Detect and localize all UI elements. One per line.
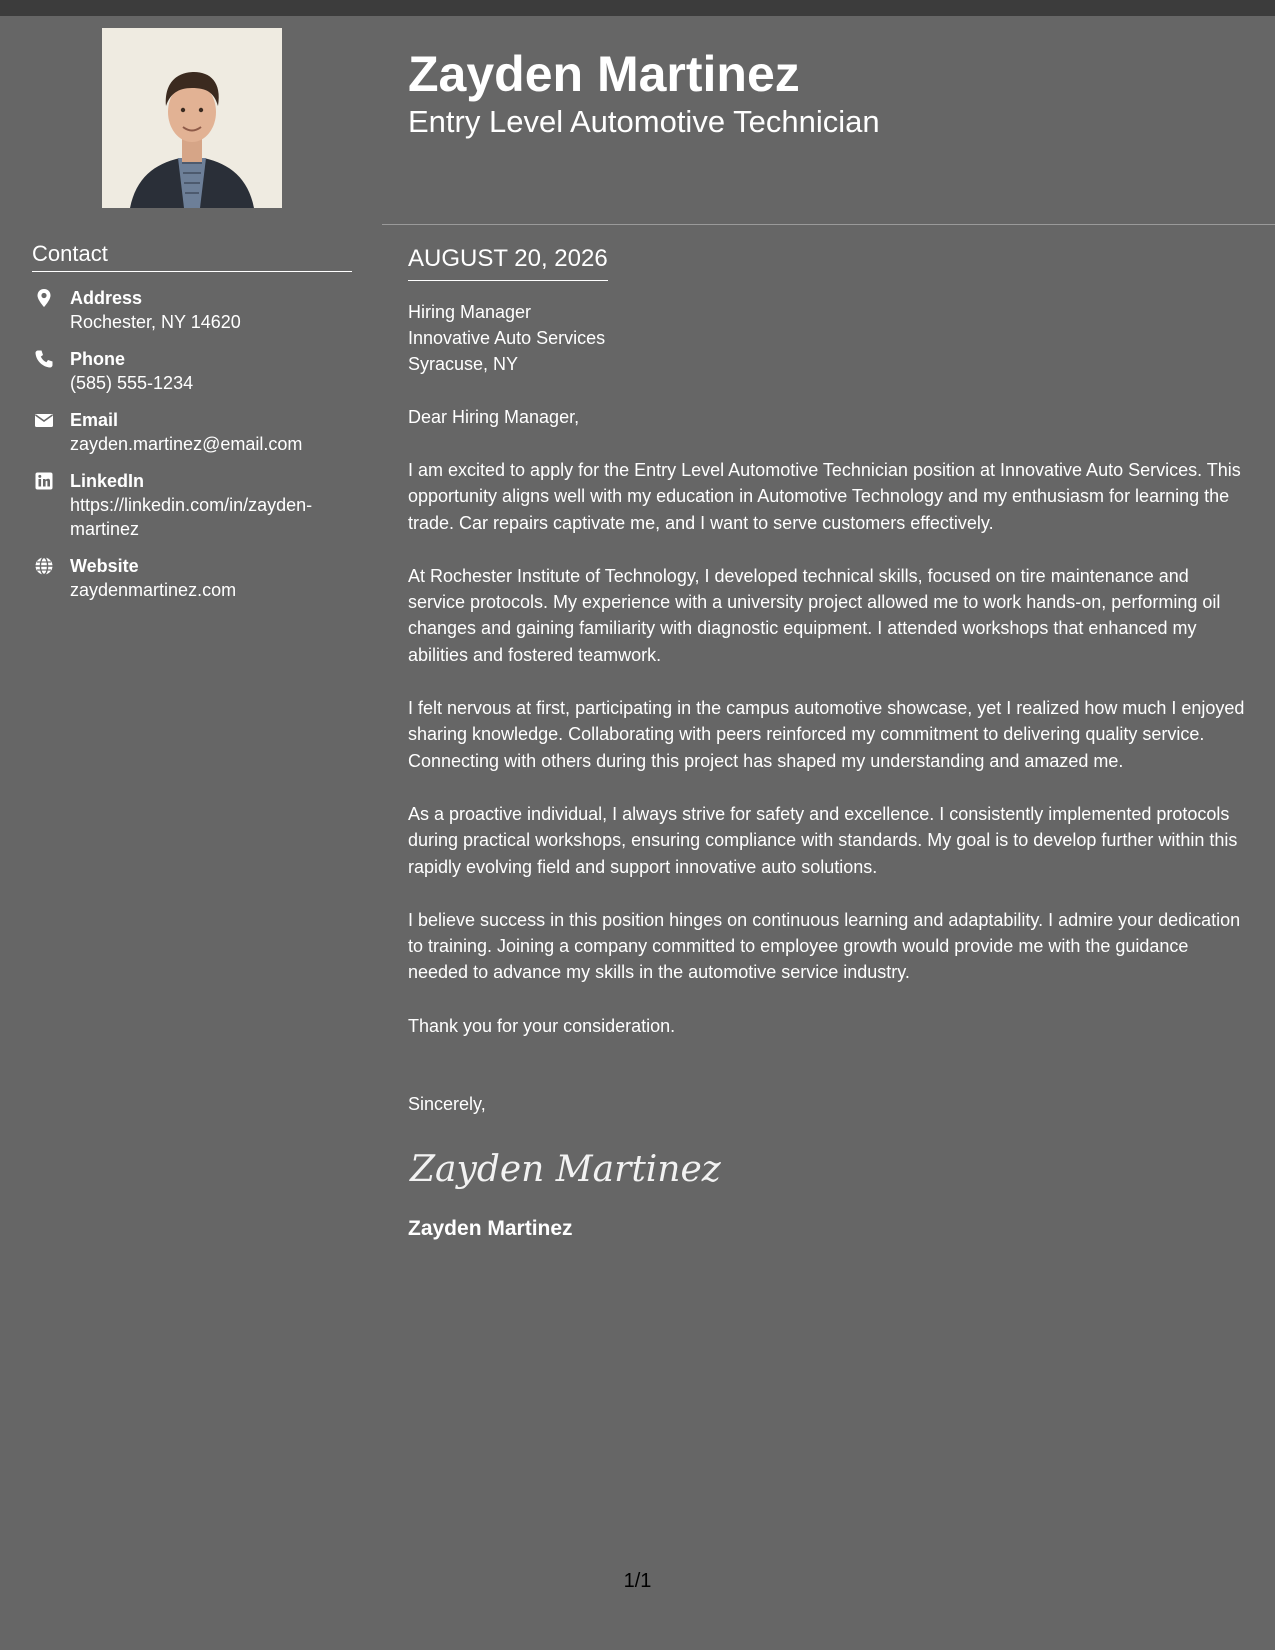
location-pin-icon — [34, 288, 54, 308]
signature-text: Zayden Martinez — [410, 1149, 721, 1191]
contact-label: Website — [70, 556, 139, 576]
handwritten-signature — [408, 1141, 1248, 1195]
globe-icon — [34, 556, 54, 576]
header-divider — [382, 224, 1275, 225]
contact-list — [32, 286, 352, 615]
contact-item-email — [32, 408, 352, 456]
contact-value[interactable]: zaydenmartinez.com — [70, 580, 237, 600]
contact-label: Address — [70, 288, 143, 308]
closing: Sincerely, — [408, 1094, 486, 1115]
recipient-block — [408, 299, 1248, 377]
contact-heading: Contact — [32, 241, 352, 272]
contact-item-address — [32, 286, 352, 334]
contact-item-website — [32, 554, 352, 602]
contact-label: LinkedIn — [70, 471, 145, 491]
contact-label: Email — [70, 410, 119, 430]
top-bar — [0, 0, 1275, 16]
recipient-company: Innovative Auto Services — [408, 328, 606, 348]
recipient-name: Hiring Manager — [408, 302, 532, 322]
letter-paragraph: As a proactive individual, I always strive for safety and excellence. I consistently implemented protocols during practical workshops, ensuring compliance with standards. My goal is to develop further within this rapidly evolving field and support innovative auto solutions. — [408, 803, 1238, 877]
contact-item-phone — [32, 347, 352, 395]
letter-paragraph: I believe success in this position hinges on continuous learning and adaptability. I admire your dedication to training. Joining a company committed to employee growth would provide me with the guidance needed to advance my skills in the automotive service industry. — [408, 909, 1241, 983]
page-number: 1/1 — [623, 1570, 652, 1592]
letter-paragraph: Thank you for your consideration. — [408, 1015, 676, 1036]
avatar — [102, 28, 282, 208]
envelope-icon — [34, 410, 54, 430]
job-title: Entry Level Automotive Technician — [408, 104, 880, 139]
letter-body — [408, 244, 1248, 1243]
signer-name: Zayden Martinez — [408, 1217, 573, 1241]
contact-value[interactable]: zayden.martinez@email.com — [70, 434, 303, 454]
contact-value[interactable]: https://linkedin.com/in/zayden-martinez — [70, 495, 313, 539]
letter-paragraph: I am excited to apply for the Entry Level Automotive Technician position at Innovative Auto Services. This opportunity aligns well with my education in Automotive Technology and my enthusiasm for learning the trade. Car repairs captivate me, and I want to serve customers effectively. — [408, 460, 1241, 533]
recipient-location: Syracuse, NY — [408, 354, 519, 374]
contact-label: Phone — [70, 349, 126, 369]
applicant-name: Zayden Martinez — [408, 46, 800, 102]
salutation: Dear Hiring Manager, — [408, 407, 580, 427]
contact-value: (585) 555-1234 — [70, 373, 194, 393]
linkedin-icon — [34, 471, 54, 491]
letter-date: AUGUST 20, 2026 — [408, 244, 608, 281]
phone-icon — [34, 349, 54, 369]
contact-item-linkedin — [32, 469, 352, 541]
letter-paragraph: At Rochester Institute of Technology, I developed technical skills, focused on tire maintenance and service protocols. My experience with a university project allowed me to work hands-on, performing oil changes and gaining familiarity with diagnostic equipment. I attended workshops that enhanced my abilities and fostered teamwork. — [408, 565, 1221, 665]
letter-paragraph: I felt nervous at first, participating in the campus automotive showcase, yet I realized how much I enjoyed sharing knowledge. Collaborating with peers reinforced my commitment to delivering quality service. Connecting with others during this project has shaped my understanding and amazed me. — [408, 698, 1245, 771]
contact-value: Rochester, NY 14620 — [70, 312, 241, 332]
